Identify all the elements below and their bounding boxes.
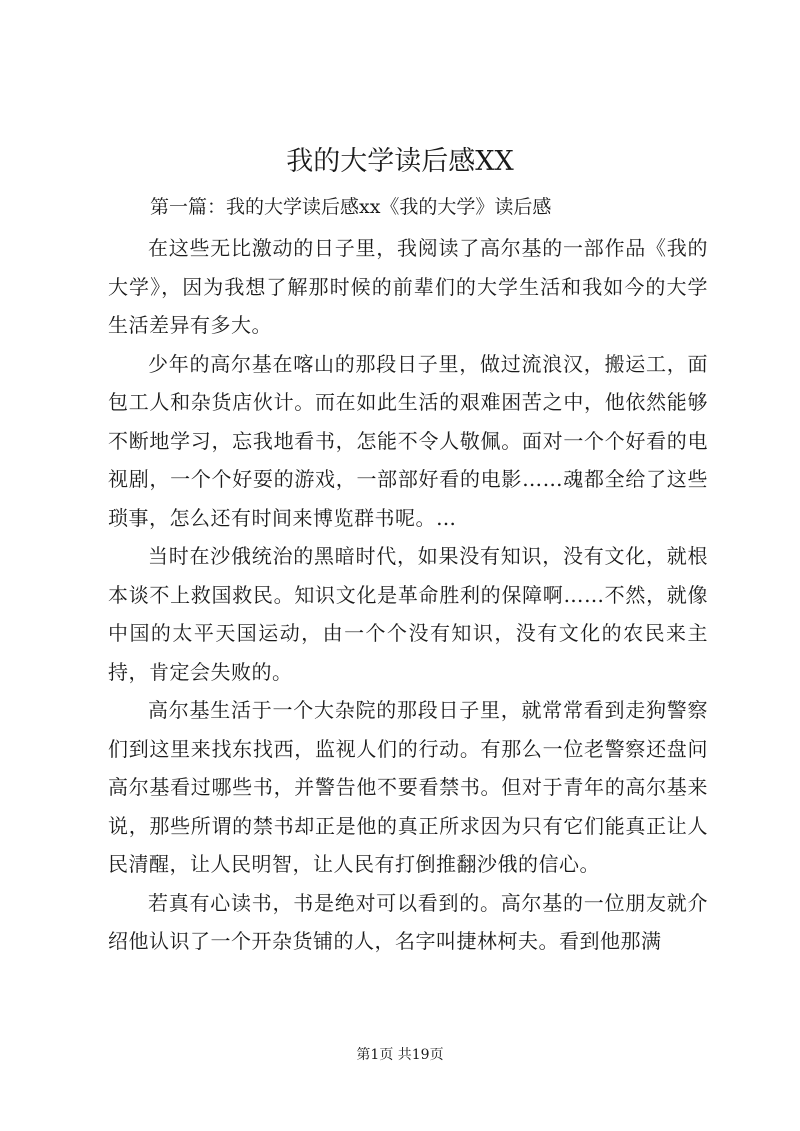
page-footer: 第1页 共19页 [356, 1047, 444, 1063]
paragraph: 高尔基生活于一个大杂院的那段日子里，就常常看到走狗警察们到这里来找东找西，监视人们的行动。有那么一位老警察还盘问高尔基看过哪些书，并警告他不要看禁书。但对于青年的高尔基来说，那些所谓的禁书却正是他的真正所求因为只有它们能真正让人民清醒，让人民明智，让人民有打倒推翻沙俄的信心。 [108, 698, 708, 876]
paragraph: 少年的高尔基在喀山的那段日子里，做过流浪汉，搬运工，面包工人和杂货店伙计。而在如此生活的艰难困苦之中，他依然能够不断地学习，忘我地看书，怎能不令人敬佩。面对一个个好看的电视剧，一个个好耍的游戏，一部部好看的电影……魂都全给了这些琐事，怎么还有时间来博览群书呢。… [108, 351, 708, 530]
paragraph: 在这些无比激动的日子里，我阅读了高尔基的一部作品《我的大学》，因为我想了解那时候的前辈们的大学生活和我如今的大学生活差异有多大。 [108, 236, 708, 337]
document-body [108, 229, 708, 961]
paragraph: 若真有心读书，书是绝对可以看到的。高尔基的一位朋友就介绍他认识了一个开杂货铺的人，名字叫捷林柯夫。看到他那满 [108, 890, 708, 953]
document-subtitle: 第一篇：我的大学读后感xx《我的大学》读后感 [150, 196, 552, 218]
paragraph: 当时在沙俄统治的黑暗时代，如果没有知识，没有文化，就根本谈不上救国救民。知识文化是革命胜利的保障啊……不然，就像中国的太平天国运动，由一个个没有知识，没有文化的农民来主持，肯定会失败的。 [108, 544, 708, 684]
document-title: 我的大学读后感XX [286, 146, 514, 177]
